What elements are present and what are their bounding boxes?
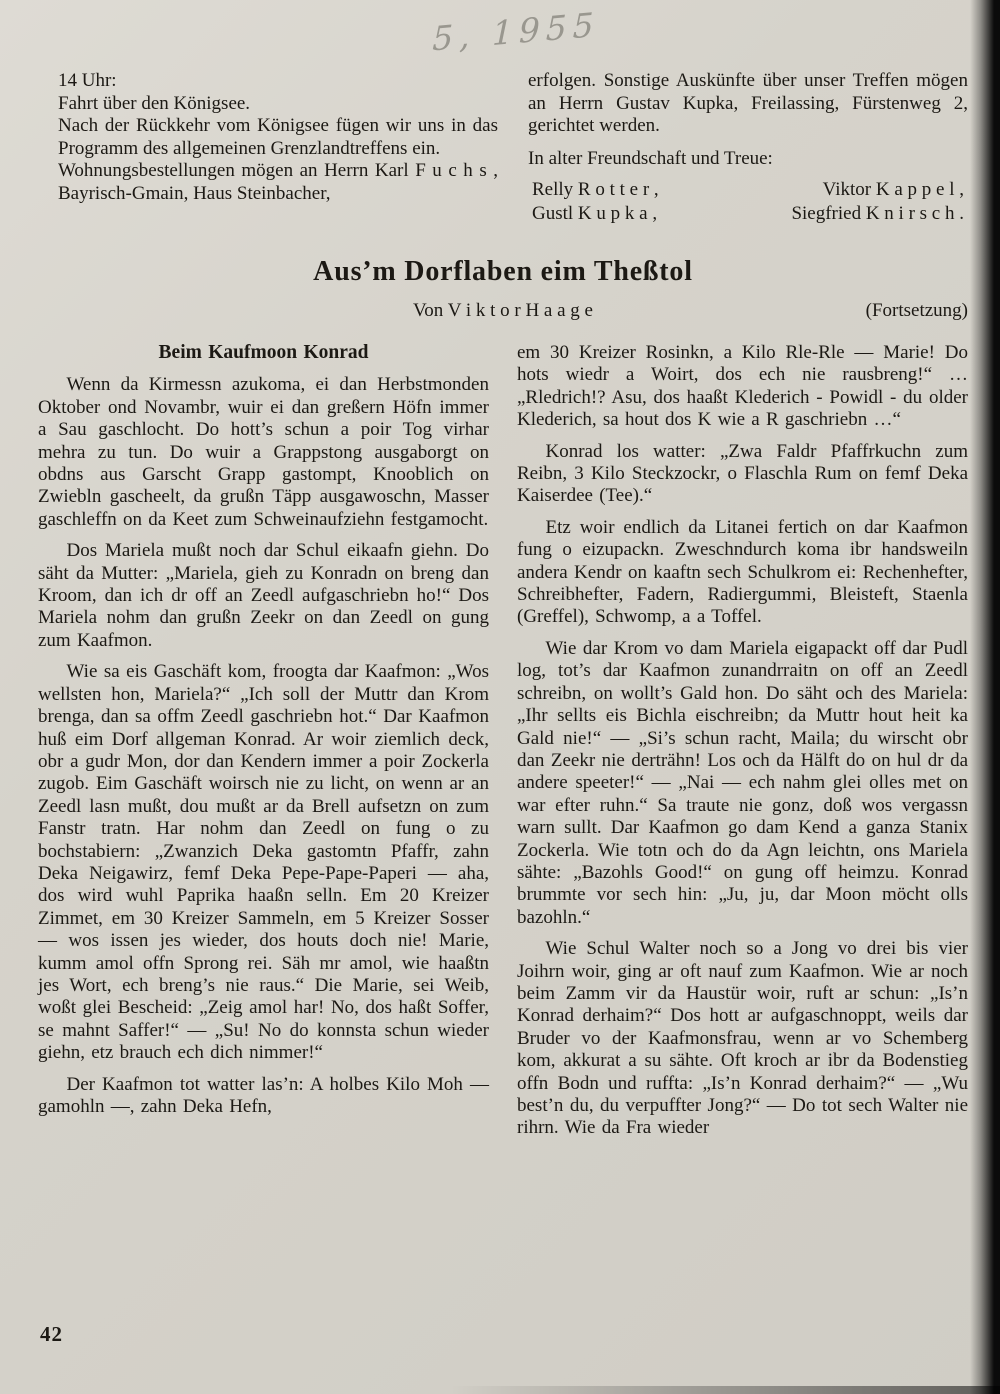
byline-row bbox=[38, 300, 968, 326]
signature-row bbox=[528, 178, 968, 202]
body-paragraph: Dos Mariela mußt noch dar Schul eikaafn giehn. Do säht da Mutter: „Mariela, gieh zu Konradn on breng dan Kroom, dan ich dr off an Zeedl aufgaschriebn ho!“ Dos Mariela nohm dan grußn Zeekr on dan Zeedl on gung zum Kaafmon. bbox=[38, 540, 489, 651]
article-title: Aus’m Dorflaben eim Theßtol bbox=[313, 256, 693, 287]
intro-paragraph: Nach der Rückkehr vom Königsee fügen wir uns in das Programm des allgemeinen Grenzlandtreffens ein. bbox=[58, 115, 498, 159]
body-paragraph: Der Kaafmon tot watter las’n: A holbes Kilo Moh — gamohln —, zahn Deka Hefn, bbox=[38, 1073, 489, 1117]
page-content bbox=[38, 70, 968, 1140]
intro-paragraph: Wohnungsbestellungen mögen an Herrn Karl F u c h s , Bayrisch-Gmain, Haus Steinbacher, bbox=[58, 160, 498, 204]
article-body bbox=[38, 342, 968, 1140]
scan-edge-shadow-right bbox=[970, 0, 1000, 1394]
continuation-note: (Fortsetzung) bbox=[865, 300, 968, 321]
article-left-column bbox=[38, 342, 489, 1140]
body-paragraph: Konrad los watter: „Zwa Faldr Pfaffrkuchn zum Reibn, 3 Kilo Steckzockr, o Flaschla Rum on femf Deka Kaiserdee (Tee).“ bbox=[517, 440, 968, 507]
signature-name: Gustl K u p k a , bbox=[532, 203, 658, 224]
body-paragraph: Wie Schul Walter noch so a Jong vo drei bis vier Joihrn woir, ging ar oft nauf zum Kaafmon. Wie ar noch beim Zamm vir da Haustür woir, ruft ar schun: „Is’n Konrad derhaim?“ Dos hott ar aufgaschnoppt, weils dar Bruder vo der Kaafmonsfrau, wenn ar vo Schemberg kom, akkurat a su sähte. Oft kroch ar ibr da Bodenstieg offn Bodn und ruffta: „Is’n Konrad derhaim?“ — „Wu best’n du, du verpuffter Jong?“ — Do tot sech Walter nie rihrn. Wie da Fra wieder bbox=[517, 938, 968, 1139]
closing-line: In alter Freundschaft und Treue: bbox=[528, 147, 773, 169]
article-right-column bbox=[517, 342, 968, 1140]
signature-name: Viktor K a p p e l , bbox=[822, 179, 964, 200]
intro-paragraph: erfolgen. Sonstige Auskünfte über unser Treffen mögen an Herrn Gustav Kupka, Freilassing, Fürstenweg 2, gerichtet werden. bbox=[528, 70, 968, 136]
intro-right-paragraphs bbox=[528, 70, 968, 138]
page-number: 42 bbox=[40, 1322, 63, 1346]
intro-left-column bbox=[38, 70, 498, 226]
body-paragraph: Wie sa eis Gaschäft kom, froogta dar Kaafmon: „Wos wellsten hon, Mariela?“ „Ich soll der Muttr dan Krom brenga, dan sa offm Zeedl gaschriebn hot.“ Dar Kaafmon huß eim Dorf allgeman Konrad. Ar woir ziemlich deck, obr a gudr Mon, dor dan Kendern immer a poir Zockerla zugob. Eim Gaschäft woirsch nie zu licht, on wenn ar an Zeedl lasn mußt, dou mußt ar da Brell aufsetzn on zum Fanstr tratn. Har nohm dan Zeedl on fung o zu bochstabiern: „Zwanzich Deka gastomtn Pfaffr, zahn Deka Neigawirz, femf Deka Pepe-Pape-Paperi — aha, dos wird wuhl Paprika haaßn selln. Em 20 Kreizer Zimmet, em 30 Kreizer Sammeln, em 5 Kreizer Sosser — wos issen jes wieder, dos houts doch nie! Marie, kumm amol offn Sprong rei. Säh mr amol, wie haaßtn jes Wort, ech breng’s nie raus.“ Die Marie, sei Weib, woßt glei Bescheid: „Zeig amol har! No, dos haßt Soffer, se mahnt Saffer!“ — „Su! No do konnsta schun wieder giehn, etz brauch ech dich nimmer!“ bbox=[38, 661, 489, 1064]
handwritten-annotation: 5, 1955 bbox=[431, 4, 600, 59]
body-paragraph: Wenn da Kirmessn azukoma, ei dan Herbstmonden Oktober ond Novambr, wuir ei dan greßern Höfn immer a Sau gaschlocht. Do hott’s schun a poir Tog virhar mehra zu tun. Do wuir a Grappstong ausgaborgt on obdns aus Garscht Grapp gastompt, Knooblich on Zwiebln gascheelt, da grußn Täpp ausgawoschn, Masser gaschleffn on da Keet zum Schweinaufziehn festgamocht. bbox=[38, 374, 489, 530]
intro-paragraph: Fahrt über den Königsee. bbox=[58, 92, 251, 114]
intro-right-column bbox=[528, 70, 968, 226]
signature-name: Siegfried K n i r s c h . bbox=[791, 203, 964, 224]
article-byline: Von V i k t o r H a a g e bbox=[413, 300, 593, 321]
intro-paragraph: 14 Uhr: bbox=[58, 70, 117, 91]
intro-section bbox=[38, 70, 968, 226]
body-paragraph: em 30 Kreizer Rosinkn, a Kilo Rle-Rle — Marie! Do hots wiedr a Woirt, dos ech nie rausbreng!“ … „Rledrich!? Asu, dos haaßt Klederich - Powidl - du older Klederich, sa hout dos K wie a R gaschriebn …“ bbox=[517, 342, 968, 431]
article-subheading: Beim Kaufmoon Konrad bbox=[158, 342, 369, 363]
article-left-paragraphs bbox=[38, 374, 489, 1118]
signature-row bbox=[528, 202, 968, 226]
body-paragraph: Wie dar Krom vo dam Mariela eigapackt off dar Pudl log, tot’s dar Kaafmon zunandrraitn on off an Zeedl schreibn, on wollt’s Gald hon. Do säht och des Mariela: „Ihr sellts eis Bichla eischreibn; da Muttr hout heit ka Gald nie!“ — „Si’s schun racht, Maila; du wirscht obr dan Zeekr nie derträhn! Los och da Hälft do on hul dr da andere speeter!“ — „Nai — ech nahm glei olles met on war efter ruhn.“ Sa traute nie gonz, doß wos vergassn warn sullt. Dar Kaafmon go dam Kend a ganza Stanix Zockerla. Wie totn och do da Agn leichtn, ons Mariela sähte: „Bazohls Good!“ on gung off heimzu. Konrad brummte vor sech hin: „Ju, ju, dar Moon möcht olls bazohln.“ bbox=[517, 637, 968, 928]
signature-name: Relly R o t t e r , bbox=[532, 179, 659, 200]
body-paragraph: Etz woir endlich da Litanei fertich on dar Kaafmon fung o eizupackn. Zweschndurch koma ibr handsweiln andera Kendr on kaaftn sech Schulkrom ei: Rechenhefter, Schreibhefter, Fadern, Radiergummi, Bleisteft, Staenla (Greffel), Schwomp, a a Toffel. bbox=[517, 516, 968, 628]
scan-edge-shadow-bottom bbox=[450, 1386, 1000, 1394]
